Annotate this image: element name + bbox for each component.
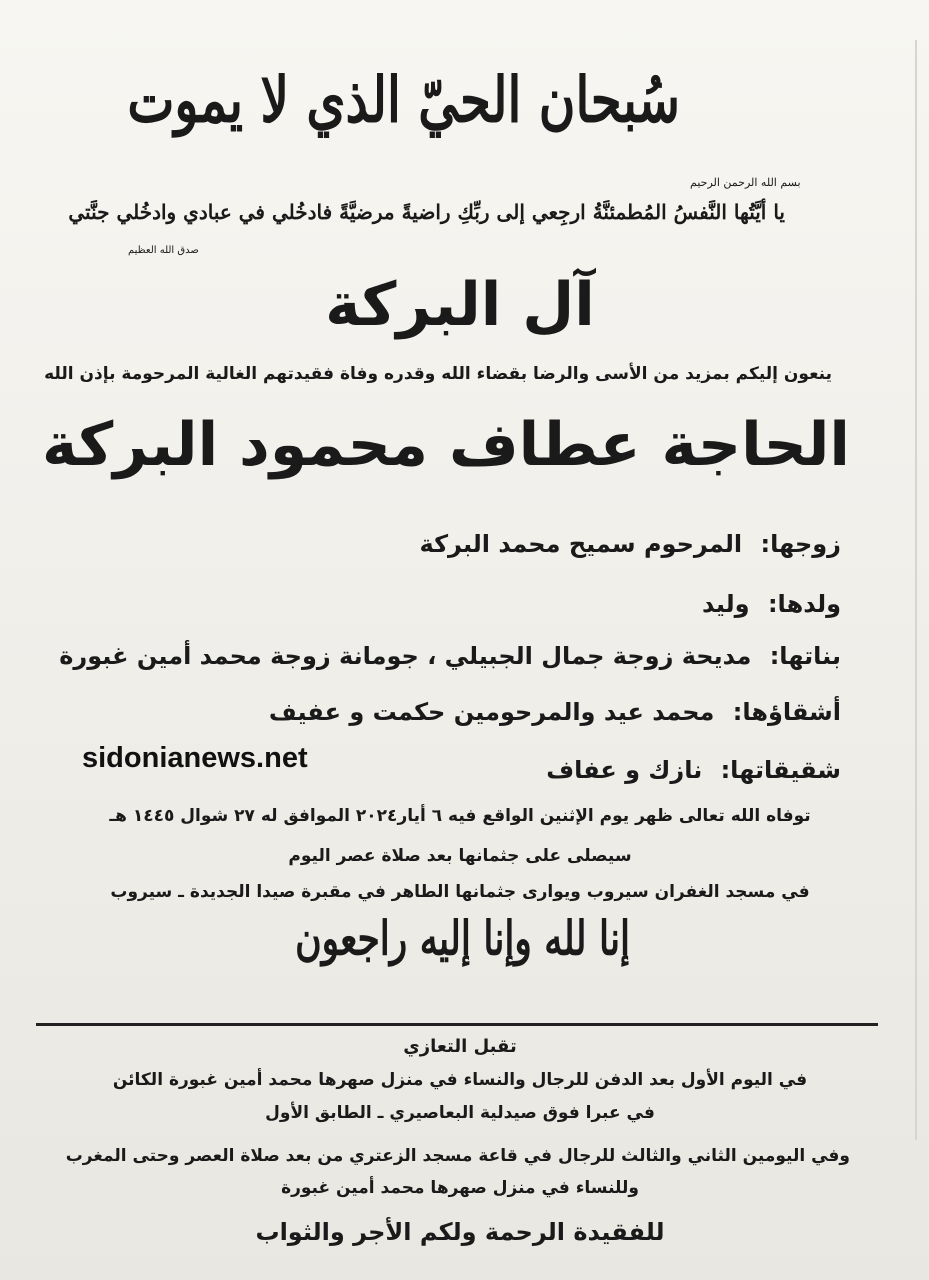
relative-value: مديحة زوجة جمال الجبيلي ، جومانة زوجة محمد أمين غبورة (59, 642, 752, 670)
closing-line: للفقيدة الرحمة ولكم الأجر والثواب (255, 1218, 665, 1246)
relative-row (269, 698, 841, 726)
relative-value: المرحوم سميح محمد البركة (419, 530, 743, 558)
quran-verse: يا أيَّتُها النَّفسُ المُطمئنَّةُ ارجِعي إلى ربِّكِ راضيةً مرضيَّةً فادخُلي في عبادي وادخُلي جنَّتي (68, 200, 785, 224)
condolences-line: وفي اليومين الثاني والثالث للرجال في قاعة مسجد الزعتري من بعد صلاة العصر وحتى المغرب (65, 1146, 850, 1166)
relative-label: زوجها: (760, 530, 841, 558)
condolences-title: تقبل التعازي (403, 1036, 517, 1057)
relative-row (59, 642, 841, 670)
relative-label: شقيقاتها: (720, 756, 841, 784)
condolences-line: في اليوم الأول بعد الدفن للرجال والنساء في منزل صهرها محمد أمين غبورة الكائن (112, 1070, 808, 1090)
relative-label: أشقاؤها: (732, 698, 841, 726)
announcement-text: ينعون إليكم بمزيد من الأسى والرضا بقضاء الله وقدره وفاة فقيدتهم الغالية المرحومة بإذن الله (44, 364, 832, 384)
relative-row (420, 530, 841, 558)
condolences-line: في عبرا فوق صيدلية البعاصيري ـ الطابق الأول (265, 1103, 655, 1123)
relative-value: محمد عيد والمرحومين حكمت و عفيف (268, 698, 715, 726)
relative-label: ولدها: (767, 590, 841, 618)
condolences-line: وللنساء في منزل صهرها محمد أمين غبورة (281, 1178, 639, 1198)
relative-row (546, 756, 841, 784)
verse-ending: صدق الله العظيم (128, 245, 199, 256)
burial-line: في مسجد الغفران سيروب ويوارى جثمانها الطاهر في مقبرة صيدا الجديدة ـ سيروب (110, 882, 810, 902)
relative-value: وليد (702, 590, 750, 618)
deceased-name: الحاجة عطاف محمود البركة (41, 410, 850, 480)
paper-edge (915, 40, 917, 1140)
relative-row (702, 590, 841, 618)
relative-value: نازك و عفاف (546, 756, 703, 784)
basmala: بسم الله الرحمن الرحيم (690, 176, 801, 189)
death-date-line: توفاه الله تعالى ظهر يوم الإثنين الواقع فيه ٦ أيار٢٠٢٤ الموافق له ٢٧ شوال ١٤٤٥ هـ (109, 806, 811, 826)
calligraphy-top: سُبحان الحيّ الذي لا يموت (127, 62, 680, 137)
relative-label: بناتها: (769, 642, 841, 670)
family-name: آل البركة (325, 270, 595, 340)
watermark-text: sidonianews.net (82, 742, 308, 774)
calligraphy-bottom: إنا لله وإنا إليه راجعون (295, 911, 630, 967)
prayer-line: سيصلى على جثمانها بعد صلاة عصر اليوم (288, 846, 632, 866)
divider (36, 1023, 878, 1026)
